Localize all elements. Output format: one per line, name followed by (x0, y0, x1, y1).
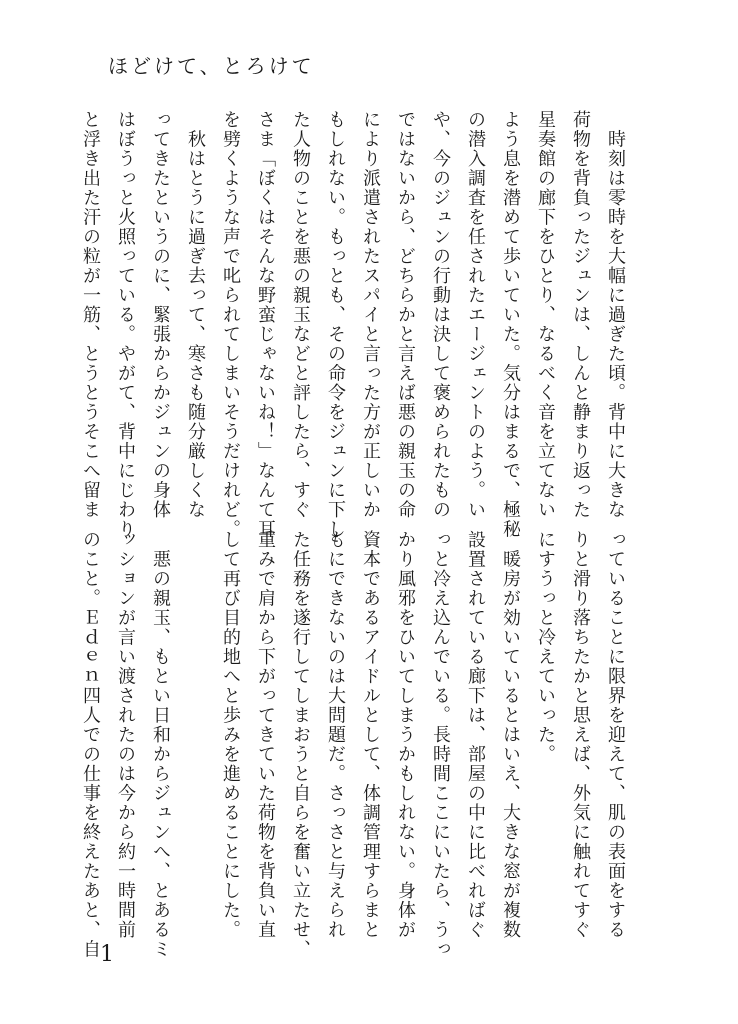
text-line: 資本であるアイドルとして、体調管理すらまと (360, 530, 381, 940)
text-line: や、今のジュンの行動は決して褒められたもの (430, 110, 451, 520)
text-line: た人物のことを悪の親玉などと評したら、すぐ (290, 110, 311, 520)
text-line: にすうっと冷えていった。 (535, 530, 556, 764)
text-line: 重みで肩から下がってきていた荷物を背負い直 (255, 530, 276, 940)
text-line: により派遣されたスパイと言った方が正しいか (360, 110, 381, 520)
text-line: ではないから、どちらかと言えば悪の親玉の命 (395, 110, 416, 520)
text-line: かり風邪をひいてしまうかもしれない。身体が (395, 530, 416, 940)
text-line: 暖房が効いているとはいえ、大きな窓が複数 (500, 530, 521, 940)
text-line: 星奏館の廊下をひとり、なるべく音を立てない (535, 110, 556, 520)
text-line: りと滑り落ちたかと思えば、外気に触れてすぐ (570, 530, 591, 940)
text-line: っと冷え込んでいる。長時間ここにいたら、うっ (430, 530, 451, 959)
blank-line (178, 530, 213, 930)
text-line: の潜入調査を任されたエージェントのよう。い (465, 110, 486, 520)
text-line: のこと。Ｅｄｅｎ四人での仕事を終えたあと、自 (80, 530, 101, 959)
text-line: っていることに限界を迎えて、肌の表面をする (605, 530, 626, 940)
text-line: 時刻は零時を大幅に過ぎた頃。背中に大きな (605, 110, 626, 520)
text-line: もにできないのは大問題だ。さっさと与えられ (325, 530, 346, 940)
text-line: と浮き出た汗の粒が一筋、とうとうそこへ留ま (80, 110, 101, 520)
page-number: 1 (100, 942, 114, 967)
text-line: 設置されている廊下は、部屋の中に比べればぐ (465, 530, 486, 940)
lower-text-block (73, 530, 633, 959)
text-line: た任務を遂行してしまおうと自らを奮い立たせ、 (290, 530, 311, 959)
text-line: ってきたというのに、緊張からかジュンの身体 (150, 110, 171, 520)
text-line: はぼうっと火照っている。やがて、背中にじわり (115, 110, 136, 539)
text-line: よう息を潜めて歩いていた。気分はまるで、極秘 (500, 110, 521, 539)
text-line: もしれない。もっとも、その命令をジュンに下し (325, 110, 346, 539)
running-header: ほどけて、とろけて (108, 54, 315, 78)
text-line: ッションが言い渡されたのは今から約一時間前 (115, 530, 136, 940)
upper-text-block (73, 110, 633, 539)
text-line: さま「ぼくはそんな野蛮じゃないね！」なんて耳 (255, 110, 276, 539)
text-line: 秋はとうに過ぎ去って、寒さも随分厳しくな (185, 110, 206, 520)
text-line: して再び目的地へと歩みを進めることにした。 (220, 530, 241, 940)
text-line: を劈くような声で叱られてしまいそうだけれど。 (220, 110, 241, 539)
text-line: 荷物を背負ったジュンは、しんと静まり返った (570, 110, 591, 520)
text-line: 悪の親玉、もとい日和からジュンへ、とあるミ (150, 530, 171, 959)
